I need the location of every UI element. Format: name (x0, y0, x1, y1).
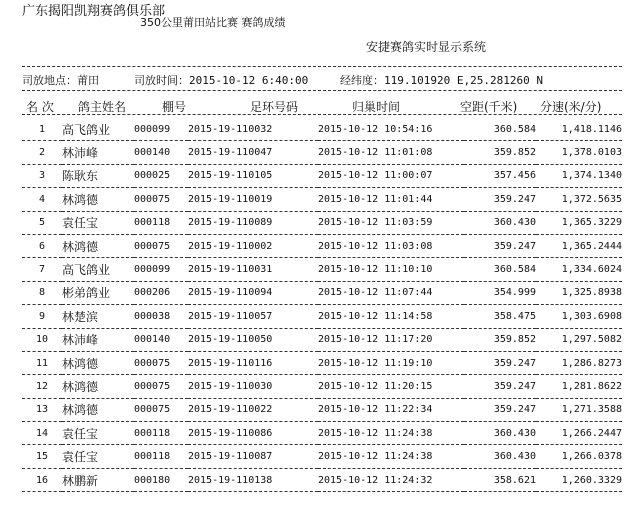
distance-cell: 360.430 (464, 422, 536, 445)
ring-cell: 2015-19-110022 (188, 398, 318, 421)
table-row (22, 328, 622, 351)
loft-cell: 000075 (134, 234, 188, 257)
owner-cell: 林鸿德 (62, 188, 134, 211)
return-time-cell: 2015-10-12 11:10:10 (318, 258, 464, 281)
table-row (22, 258, 622, 281)
owner-cell: 袁任宝 (62, 211, 134, 234)
table-row (22, 445, 622, 468)
distance-cell: 360.430 (464, 445, 536, 468)
return-time-cell: 2015-10-12 11:17:20 (318, 328, 464, 351)
speed-cell: 1,260.3329 (536, 468, 622, 491)
return-time-cell: 2015-10-12 11:01:08 (318, 141, 464, 164)
col-owner: 鸽主姓名 (78, 100, 127, 114)
loft-cell: 000118 (134, 422, 188, 445)
owner-cell: 袁任宝 (62, 422, 134, 445)
loft-cell: 000206 (134, 281, 188, 304)
rank-cell: 16 (22, 468, 62, 491)
rank-cell: 9 (22, 305, 62, 328)
col-time: 归巢时间 (352, 100, 401, 114)
distance-cell: 360.430 (464, 211, 536, 234)
rank-cell: 12 (22, 375, 62, 398)
speed-cell: 1,378.0103 (536, 141, 622, 164)
distance-cell: 360.584 (464, 258, 536, 281)
ring-cell: 2015-19-110105 (188, 164, 318, 187)
speed-cell: 1,325.8938 (536, 281, 622, 304)
col-loft: 棚号 (162, 100, 187, 114)
divider-top (22, 66, 622, 67)
col-distance: 空距(千米) (460, 100, 518, 114)
loft-cell: 000075 (134, 351, 188, 374)
ring-cell: 2015-19-110050 (188, 328, 318, 351)
loft-cell: 000038 (134, 305, 188, 328)
loft-cell: 000099 (134, 258, 188, 281)
speed-cell: 1,365.3229 (536, 211, 622, 234)
distance-cell: 358.621 (464, 468, 536, 491)
ring-cell: 2015-19-110138 (188, 468, 318, 491)
ring-cell: 2015-19-110089 (188, 211, 318, 234)
rank-cell: 4 (22, 188, 62, 211)
ring-cell: 2015-19-110094 (188, 281, 318, 304)
release-time: 司放时间：2015-10-12 6:40:00 (134, 74, 309, 87)
system-name: 安捷赛鸽实时显示系统 (366, 40, 487, 54)
table-row (22, 351, 622, 374)
loft-cell: 000118 (134, 211, 188, 234)
distance-cell: 358.475 (464, 305, 536, 328)
table-row (22, 141, 622, 164)
speed-cell: 1,418.1146 (536, 118, 622, 141)
ring-cell: 2015-19-110002 (188, 234, 318, 257)
table-row (22, 375, 622, 398)
rank-cell: 10 (22, 328, 62, 351)
table-row (22, 281, 622, 304)
col-ring: 足环号码 (250, 100, 299, 114)
loft-cell: 000140 (134, 141, 188, 164)
table-row (22, 118, 622, 141)
divider-header (22, 114, 622, 115)
distance-cell: 359.247 (464, 351, 536, 374)
table-row (22, 164, 622, 187)
distance-cell: 357.456 (464, 164, 536, 187)
distance-cell: 360.584 (464, 118, 536, 141)
return-time-cell: 2015-10-12 11:22:34 (318, 398, 464, 421)
rank-cell: 5 (22, 211, 62, 234)
results-table (22, 118, 622, 492)
ring-cell: 2015-19-110019 (188, 188, 318, 211)
race-title: 350公里莆田站比赛 赛鸽成绩 (140, 16, 286, 29)
table-row (22, 211, 622, 234)
owner-cell: 林沛峰 (62, 328, 134, 351)
speed-cell: 1,334.6024 (536, 258, 622, 281)
return-time-cell: 2015-10-12 11:24:38 (318, 422, 464, 445)
return-time-cell: 2015-10-12 11:01:44 (318, 188, 464, 211)
divider-info (22, 90, 622, 91)
rank-cell: 15 (22, 445, 62, 468)
loft-cell: 000180 (134, 468, 188, 491)
owner-cell: 高飞鸽业 (62, 118, 134, 141)
ring-cell: 2015-19-110030 (188, 375, 318, 398)
owner-cell: 袁任宝 (62, 445, 134, 468)
loft-cell: 000118 (134, 445, 188, 468)
distance-cell: 354.999 (464, 281, 536, 304)
owner-cell: 林鹏新 (62, 468, 134, 491)
return-time-cell: 2015-10-12 11:03:59 (318, 211, 464, 234)
table-row (22, 398, 622, 421)
rank-cell: 13 (22, 398, 62, 421)
return-time-cell: 2015-10-12 11:07:44 (318, 281, 464, 304)
return-time-cell: 2015-10-12 11:24:38 (318, 445, 464, 468)
owner-cell: 林鸿德 (62, 351, 134, 374)
ring-cell: 2015-19-110047 (188, 141, 318, 164)
table-row (22, 422, 622, 445)
speed-cell: 1,303.6908 (536, 305, 622, 328)
rank-cell: 2 (22, 141, 62, 164)
distance-cell: 359.247 (464, 375, 536, 398)
owner-cell: 陈耿东 (62, 164, 134, 187)
return-time-cell: 2015-10-12 11:14:58 (318, 305, 464, 328)
ring-cell: 2015-19-110032 (188, 118, 318, 141)
speed-cell: 1,372.5635 (536, 188, 622, 211)
return-time-cell: 2015-10-12 11:20:15 (318, 375, 464, 398)
speed-cell: 1,266.2447 (536, 422, 622, 445)
rank-cell: 11 (22, 351, 62, 374)
owner-cell: 林沛峰 (62, 141, 134, 164)
ring-cell: 2015-19-110116 (188, 351, 318, 374)
speed-cell: 1,266.0378 (536, 445, 622, 468)
return-time-cell: 2015-10-12 11:19:10 (318, 351, 464, 374)
distance-cell: 359.247 (464, 398, 536, 421)
loft-cell: 000075 (134, 188, 188, 211)
loft-cell: 000075 (134, 375, 188, 398)
loft-cell: 000025 (134, 164, 188, 187)
speed-cell: 1,281.8622 (536, 375, 622, 398)
distance-cell: 359.852 (464, 328, 536, 351)
return-time-cell: 2015-10-12 11:03:08 (318, 234, 464, 257)
owner-cell: 林鸿德 (62, 398, 134, 421)
speed-cell: 1,286.8273 (536, 351, 622, 374)
distance-cell: 359.247 (464, 234, 536, 257)
col-speed: 分速(米/分) (540, 100, 602, 114)
return-time-cell: 2015-10-12 10:54:16 (318, 118, 464, 141)
ring-cell: 2015-19-110057 (188, 305, 318, 328)
speed-cell: 1,271.3588 (536, 398, 622, 421)
return-time-cell: 2015-10-12 11:24:32 (318, 468, 464, 491)
owner-cell: 彬弟鸽业 (62, 281, 134, 304)
speed-cell: 1,365.2444 (536, 234, 622, 257)
rank-cell: 3 (22, 164, 62, 187)
distance-cell: 359.852 (464, 141, 536, 164)
table-row (22, 188, 622, 211)
release-place: 司放地点：莆田 (22, 74, 99, 87)
table-row (22, 305, 622, 328)
loft-cell: 000099 (134, 118, 188, 141)
owner-cell: 林楚滨 (62, 305, 134, 328)
rank-cell: 7 (22, 258, 62, 281)
owner-cell: 林鸿德 (62, 234, 134, 257)
speed-cell: 1,374.1340 (536, 164, 622, 187)
rank-cell: 14 (22, 422, 62, 445)
rank-cell: 6 (22, 234, 62, 257)
loft-cell: 000140 (134, 328, 188, 351)
return-time-cell: 2015-10-12 11:00:07 (318, 164, 464, 187)
ring-cell: 2015-19-110031 (188, 258, 318, 281)
distance-cell: 359.247 (464, 188, 536, 211)
club-name: 广东揭阳凯翔赛鸽俱乐部 (22, 4, 166, 19)
loft-cell: 000075 (134, 398, 188, 421)
speed-cell: 1,297.5082 (536, 328, 622, 351)
ring-cell: 2015-19-110087 (188, 445, 318, 468)
col-rank: 名 次 (26, 100, 54, 114)
table-row (22, 234, 622, 257)
ring-cell: 2015-19-110086 (188, 422, 318, 445)
owner-cell: 高飞鸽业 (62, 258, 134, 281)
release-coords: 经纬度：119.101920 E,25.281260 N (340, 74, 543, 87)
rank-cell: 1 (22, 118, 62, 141)
table-row (22, 468, 622, 491)
rank-cell: 8 (22, 281, 62, 304)
owner-cell: 林鸿德 (62, 375, 134, 398)
